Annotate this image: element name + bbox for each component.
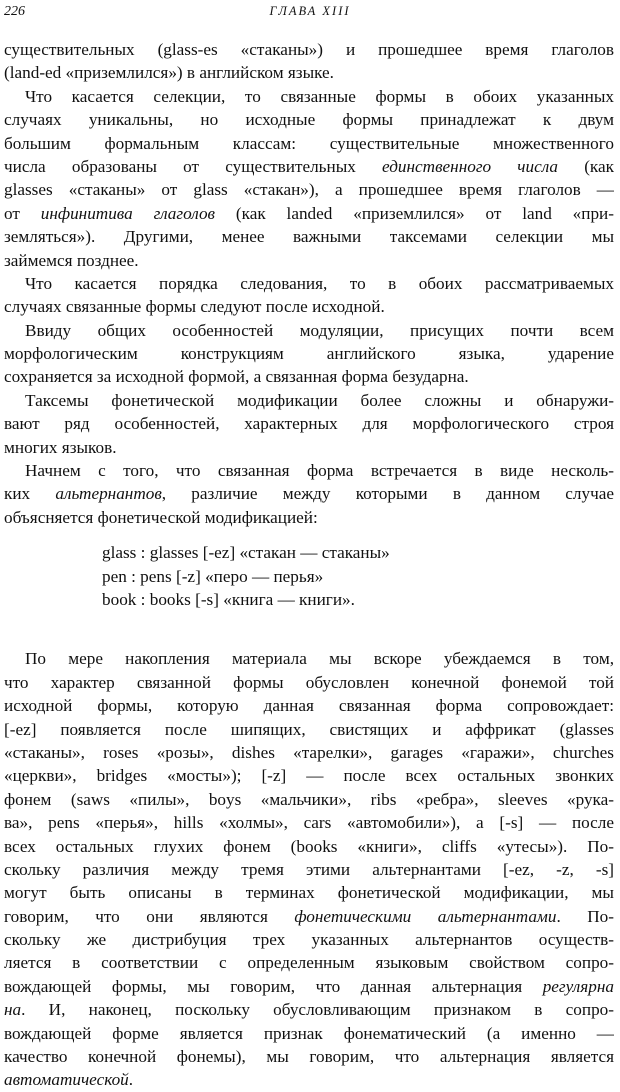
italic-term: фонетическими альтернантами	[294, 906, 557, 926]
text-line: скольку же дистрибуция трех указанных альтернантов осуществ-	[4, 930, 614, 950]
text-line	[4, 155, 614, 178]
text-line: (land-ed «приземлился») в английском языке.	[4, 63, 334, 83]
text-line: что характер связанной формы обусловлен конечной фонемой той	[4, 672, 614, 692]
italic-term: на	[4, 1000, 22, 1020]
text-run: от	[4, 203, 41, 223]
text-line: фонем (saws «пилы», boys «мальчики», ribs «ребра», sleeves «рука-	[4, 789, 614, 809]
spacer	[4, 611, 614, 647]
text-line: многих языков.	[4, 437, 117, 457]
text-line: Что касается порядка следования, то в обоих рассматриваемых	[25, 273, 614, 293]
text-line: существительных (glass-es «стаканы») и прошедшее время глаголов	[4, 40, 614, 59]
example-line: glass : glasses [-ez] «стакан — стаканы»	[102, 543, 390, 563]
text-line: случаях связанные формы следуют после исходной.	[4, 297, 385, 317]
text-run: . По-	[556, 906, 614, 926]
text-line: [-ez] появляется после шипящих, свистящих и аффрикат (glasses	[4, 719, 614, 739]
text-run: вождающей формы, мы говорим, что данная альтернация	[4, 976, 543, 996]
page-number: 226	[4, 4, 25, 19]
text-line: морфологическим конструкциям английского языка, ударение	[4, 344, 614, 364]
text-line: исходной формы, которую данная связанная форма сопровождает:	[4, 696, 614, 716]
text-line: вают ряд особенностей, характерных для морфологического строя	[4, 414, 614, 434]
text-run: .	[128, 1070, 134, 1090]
text-line: ва», pens «перья», hills «холмы», cars «автомобили»), а [-s] — после	[4, 813, 614, 833]
text-line: По мере накопления материала мы вскоре убеждаемся в том,	[25, 649, 614, 669]
italic-term: альтернантов	[55, 484, 162, 504]
text-line: Таксемы фонетической модификации более сложны и обнаружи-	[25, 390, 614, 410]
text-line: ляется в соответствии с определенным языковым свойством сопро-	[4, 953, 614, 973]
text-line: земляться»). Другими, менее важными таксемами селекции мы	[4, 227, 614, 247]
text-run: ких	[4, 484, 56, 504]
text-line: Что касается селекции, то связанные формы в обоих указанных	[25, 86, 614, 106]
text-line: «стаканы», roses «розы», dishes «тарелки», garages «гаражи», churches	[4, 742, 614, 762]
text-line: качество конечной фонемы), мы говорим, что альтернация является	[4, 1047, 614, 1067]
text-run: (как	[558, 156, 614, 176]
text-line: сохраняется за исходной формой, а связанная форма безударна.	[4, 367, 469, 387]
text-line: «церкви», bridges «мосты»); [-z] — после всех остальных звонких	[4, 766, 614, 786]
text-line: вождающей форме является признак фонематический (а именно —	[4, 1023, 614, 1043]
text-line: случаях уникальны, но исходные формы принадлежат к двум	[4, 110, 614, 130]
text-line: могут быть описаны в терминах фонетической модификации, мы	[4, 883, 614, 903]
italic-term: автоматической	[4, 1070, 129, 1090]
text-run: (как landed «приземлился» от land «при-	[215, 203, 614, 223]
text-line	[4, 975, 614, 998]
text-line	[4, 202, 614, 225]
text-line: всех остальных глухих фонем (books «книги», cliffs «утесы»). По-	[4, 836, 614, 856]
example-line: book : books [-s] «книга — книги».	[102, 589, 355, 609]
text-run: , различие между которыми в данном случае	[161, 484, 614, 504]
text-line	[4, 1068, 614, 1091]
example-line: pen : pens [-z] «перо — перья»	[102, 566, 324, 586]
text-line: Начнем с того, что связанная форма встречается в виде несколь-	[25, 461, 614, 481]
example-block	[102, 541, 614, 611]
text-line: glasses «стаканы» от glass «стакан»), а прошедшее время глаголов —	[4, 180, 614, 200]
running-header	[0, 4, 620, 26]
text-line: Ввиду общих особенностей модуляции, присущих почти всем	[25, 320, 614, 340]
text-run: . И, наконец, поскольку обусловливающим признаком в сопро-	[21, 1000, 614, 1020]
text-run: числа образованы от существительных	[4, 156, 383, 176]
text-line	[4, 998, 614, 1021]
text-line: объясняется фонетической модификацией:	[4, 507, 318, 527]
text-line	[4, 905, 614, 928]
chapter-title: ГЛАВА XIII	[269, 4, 351, 18]
body-text	[4, 38, 614, 1092]
italic-term: единственного числа	[382, 156, 559, 176]
italic-term: инфинитива глаголов	[40, 203, 216, 223]
text-line: скольку различия между тремя этими альтернантами [-ez, -z, -s]	[4, 859, 614, 879]
text-run: говорим, что они являются	[4, 906, 295, 926]
italic-term: регулярна	[542, 976, 614, 996]
text-line: займемся позднее.	[4, 250, 139, 270]
text-line	[4, 482, 614, 505]
text-line: большим формальным классам: существительные множественного	[4, 133, 614, 153]
